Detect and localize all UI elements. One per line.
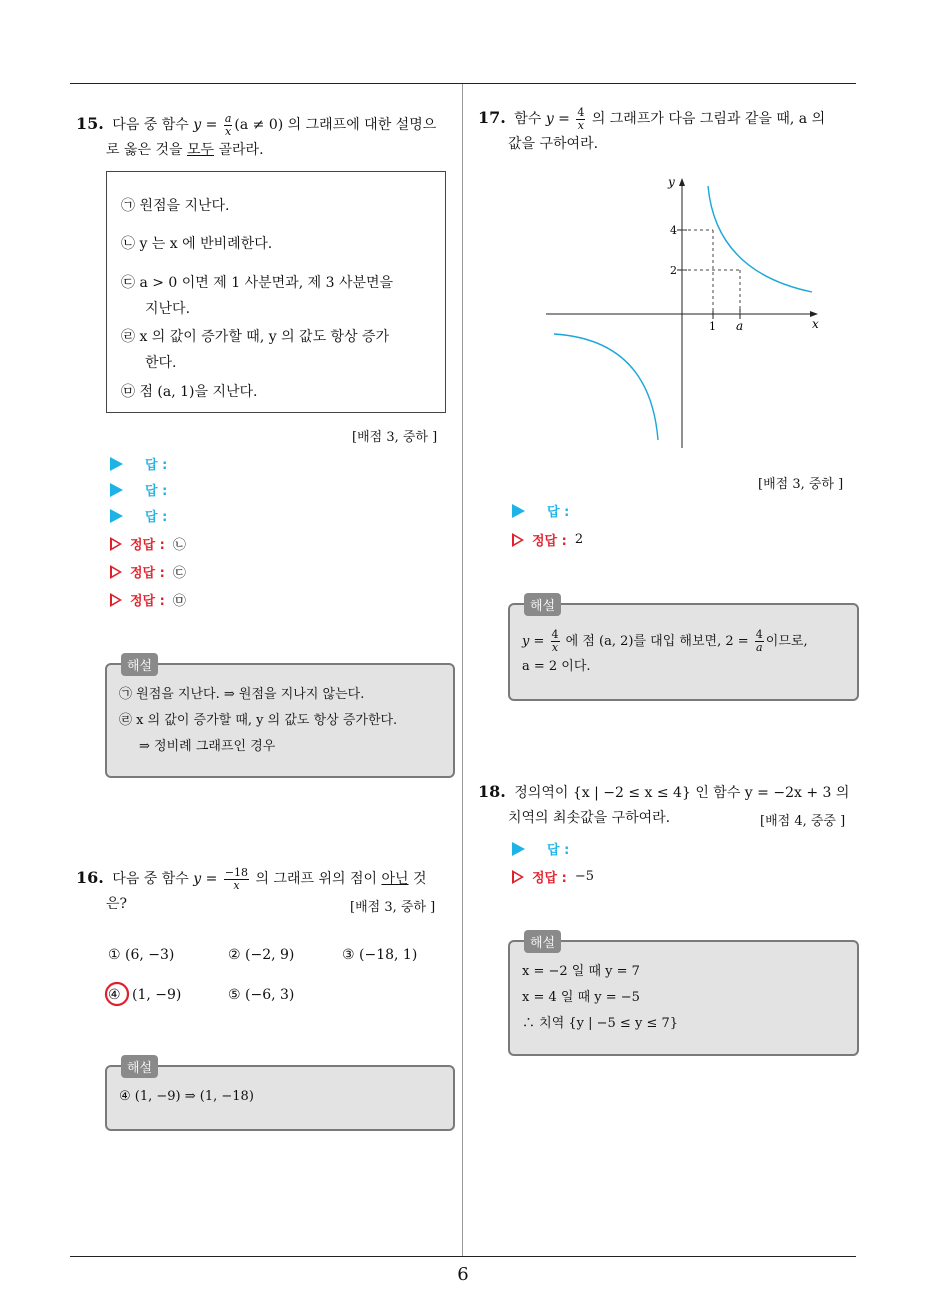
- q16-number: 16.: [76, 868, 104, 887]
- x-tick-a: a: [736, 319, 744, 333]
- q15-solution-box: 해설 ㉠ 원점을 지난다. ⇒ 원점을 지나지 않는다. ㉣ x 의 값이 증가할 때, y 의 값도 항상 증가한다. ⇒ 정비례 그래프인 경우: [105, 663, 455, 778]
- q18-number: 18.: [478, 782, 506, 801]
- q15-answer-2[interactable]: 답 :: [110, 480, 167, 499]
- q17-graph: [540, 172, 830, 452]
- q16-choice-4-marker: ④: [108, 987, 121, 1003]
- outline-triangle-icon: [110, 537, 122, 551]
- q18-solution-box: 해설 x = −2 일 때 y = 7 x = 4 일 때 y = −5 ∴ 치역 {y | −5 ≤ y ≤ 7}: [508, 940, 859, 1056]
- y-axis-label: y: [668, 175, 675, 189]
- y-tick-2: 2: [670, 264, 677, 277]
- hyperbola-branch-q1: [708, 186, 812, 292]
- q15-number: 15.: [76, 114, 104, 133]
- q15-option-4-cont: 한다.: [145, 355, 177, 371]
- q15-points: [배점 3, 중하 ]: [352, 430, 438, 445]
- play-icon: [512, 842, 525, 856]
- q15-answer-3[interactable]: 답 :: [110, 506, 167, 525]
- q15-option-2: ㉡ y 는 x 에 반비례한다.: [121, 236, 273, 252]
- q15-option-3-cont: 지난다.: [145, 301, 191, 317]
- q15-options-box: [106, 171, 446, 413]
- q15-stem-line2: 로 옳은 것을 모두 골라라.: [106, 142, 264, 158]
- red-circle-mark-icon: [104, 980, 132, 1008]
- q18-correct: 정답 : −5: [512, 867, 594, 886]
- q15-option-3: ㉢ a > 0 이면 제 1 사분면과, 제 3 사분면을: [121, 275, 394, 291]
- q15-underlined-word: 모두: [186, 142, 215, 158]
- q16-choice-4-text: (1, −9): [132, 987, 182, 1003]
- q15-correct-1: 정답 : ㉡: [110, 534, 186, 553]
- x-axis-label: x: [812, 317, 819, 331]
- x-tick-1: 1: [709, 320, 716, 333]
- play-icon: [110, 483, 123, 497]
- q15-answer-1[interactable]: 답 :: [110, 454, 167, 473]
- q16-fraction: $\frac{-18}{x}$: [224, 865, 249, 892]
- q17-number: 17.: [478, 108, 506, 127]
- y-tick-4: 4: [670, 224, 677, 237]
- q15-option-1: ㉠ 원점을 지난다.: [121, 198, 230, 214]
- q15-correct-2: 정답 : ㉢: [110, 562, 186, 581]
- outline-triangle-icon: [512, 533, 524, 547]
- play-icon: [110, 509, 123, 523]
- column-divider: [462, 84, 463, 1256]
- q17-solution-box: 해설 y = $\frac{4}{x}$ 에 점 (a, 2)를 대입 해보면, 2 = $\frac{4}{a}$ 이므로, a = 2 이다.: [508, 603, 859, 701]
- q16-stem-line2: 은?: [106, 896, 128, 912]
- q17-stem-line2: 값을 구하여라.: [508, 136, 599, 152]
- q18-stem-line2: 치역의 최솟값을 구하여라.: [508, 810, 671, 826]
- q16-solution-box: 해설 ④ (1, −9) ⇒ (1, −18): [105, 1065, 455, 1131]
- q15-stem: 15. 다음 중 함수 y = $\frac{a}{x}$ (a ≠ 0) 의 그래프에 대한 설명으: [76, 111, 437, 138]
- page-number: 6: [457, 1264, 469, 1285]
- play-icon: [110, 457, 123, 471]
- bottom-rule: [70, 1256, 856, 1257]
- outline-triangle-icon: [110, 593, 122, 607]
- q16-points: [배점 3, 중하 ]: [350, 900, 436, 915]
- solution-tag: 해설: [524, 930, 561, 953]
- y-arrow-icon: [679, 178, 685, 186]
- q16-choice-3[interactable]: ③ (−18, 1): [342, 947, 418, 963]
- q17-correct: 정답 : 2: [512, 530, 583, 549]
- q16-underlined-word: 아닌: [381, 871, 409, 887]
- play-icon: [512, 504, 525, 518]
- q18-stem: 18. 정의역이 {x | −2 ≤ x ≤ 4} 인 함수 y = −2x + 3 의: [478, 782, 850, 801]
- q15-option-5: ㉤ 점 (a, 1)을 지난다.: [121, 384, 258, 400]
- q17-stem: 17. 함수 y = $\frac{4}{x}$ 의 그래프가 다음 그림과 같을 때, a 의: [478, 105, 826, 132]
- q17-answer[interactable]: 답 :: [512, 501, 569, 520]
- q16-stem: 16. 다음 중 함수 y = $\frac{-18}{x}$ 의 그래프 위의 점이 아닌 것: [76, 865, 427, 892]
- q18-answer[interactable]: 답 :: [512, 839, 569, 858]
- solution-tag: 해설: [524, 593, 561, 616]
- solution-tag: 해설: [121, 1055, 158, 1078]
- outline-triangle-icon: [110, 565, 122, 579]
- q16-choice-5[interactable]: ⑤ (−6, 3): [228, 987, 295, 1003]
- q17-points: [배점 3, 중하 ]: [758, 477, 844, 492]
- q18-points: [배점 4, 중중 ]: [760, 814, 846, 829]
- q15-option-4: ㉣ x 의 값이 증가할 때, y 의 값도 항상 증가: [121, 329, 390, 345]
- solution-tag: 해설: [121, 653, 158, 676]
- q16-choice-1[interactable]: ① (6, −3): [108, 947, 175, 963]
- q15-correct-3: 정답 : ㉤: [110, 590, 186, 609]
- q16-choice-2[interactable]: ② (−2, 9): [228, 947, 295, 963]
- outline-triangle-icon: [512, 870, 524, 884]
- q17-fraction: $\frac{4}{x}$: [577, 105, 585, 132]
- hyperbola-branch-q3: [554, 334, 658, 440]
- top-rule: [70, 83, 856, 84]
- q15-fraction: $\frac{a}{x}$: [224, 111, 232, 138]
